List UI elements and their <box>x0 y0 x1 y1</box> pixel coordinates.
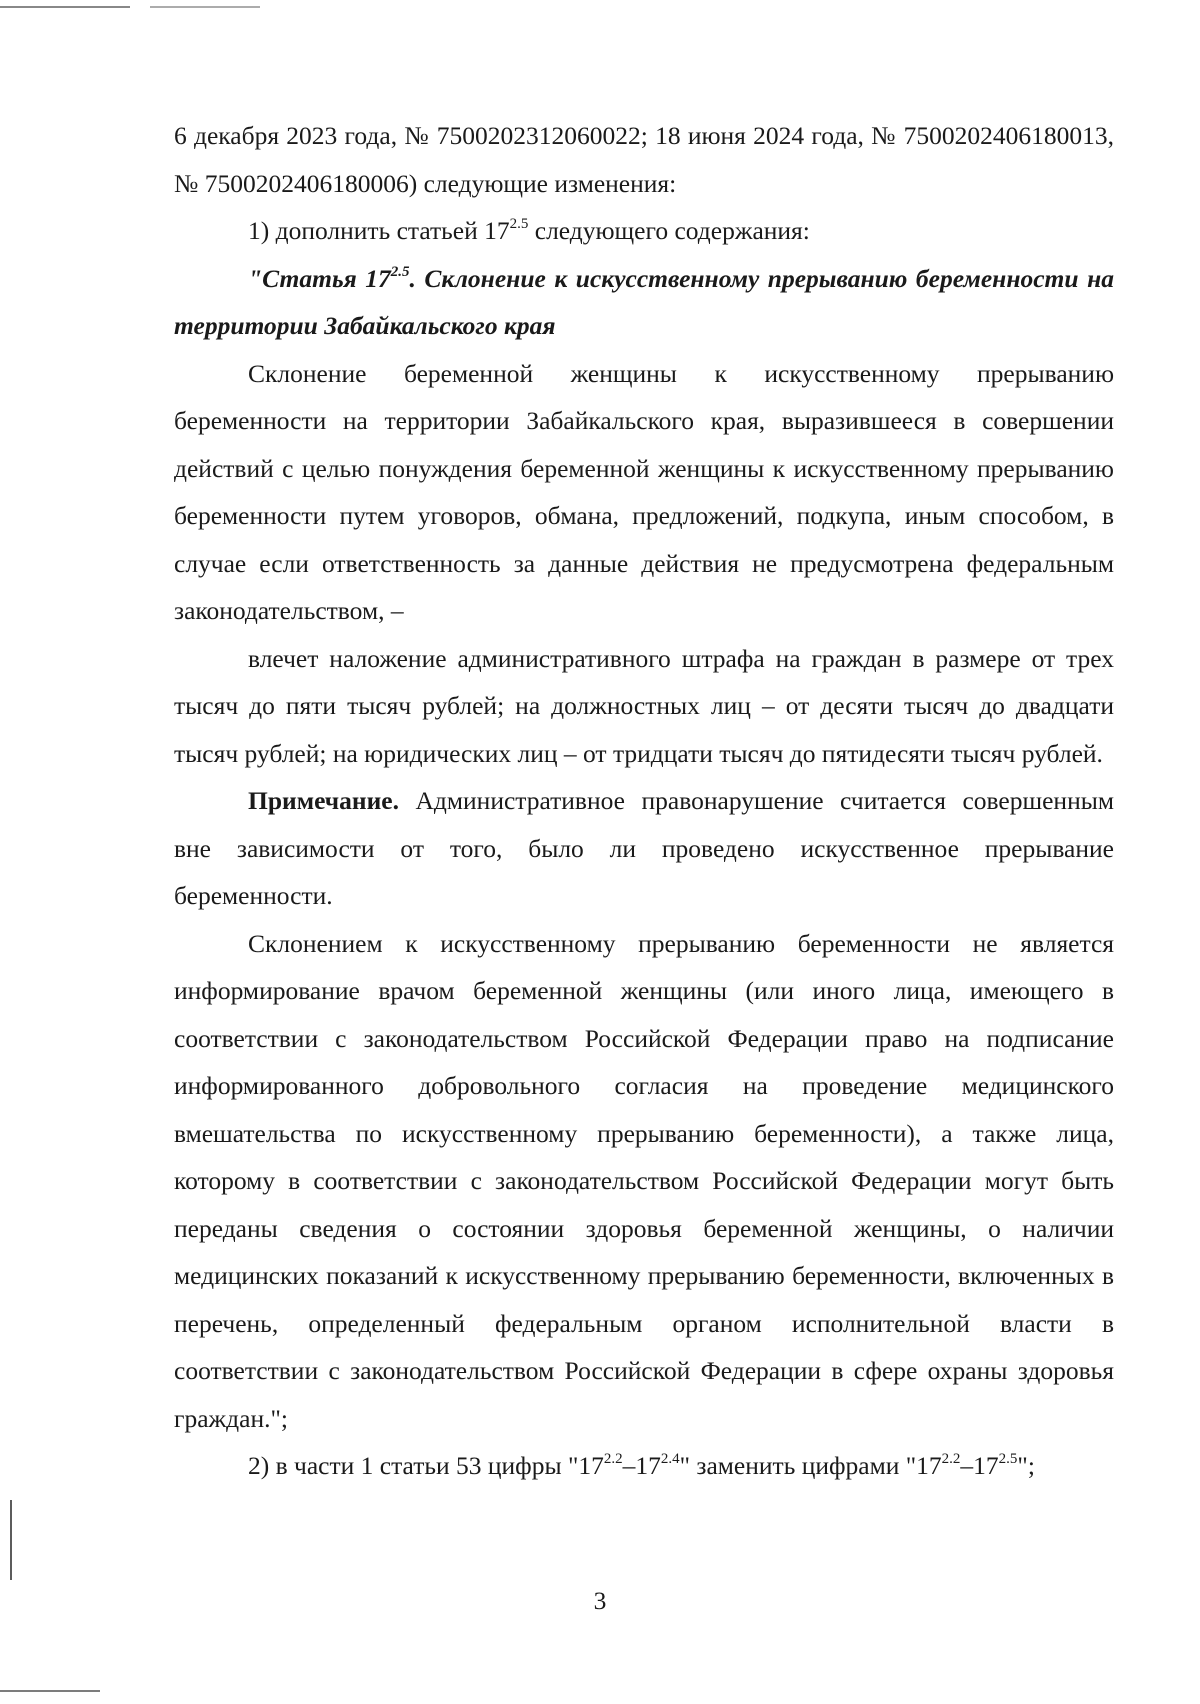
item2-part5: "; <box>1017 1451 1035 1480</box>
scan-artifact-bottom-line <box>0 1690 100 1692</box>
item1-pre: 1) дополнить статьей 17 <box>248 216 510 245</box>
item2-part3: " заменить цифрами "17 <box>679 1451 942 1480</box>
document-body <box>174 112 1114 1490</box>
scan-artifact-left-mark <box>10 1500 12 1580</box>
note-text: Административное правонарушение считается совершенным вне зависимости от того, было ли проведено искусственное прерывание беременности. <box>174 786 1114 910</box>
item1-superscript: 2.5 <box>509 216 529 232</box>
article-title-superscript: 2.5 <box>390 263 410 280</box>
item2-part4: –17 <box>960 1451 999 1480</box>
article-title <box>174 255 1114 350</box>
article-note <box>174 777 1114 920</box>
intro-paragraph: 6 декабря 2023 года, № 7500202312060022; 18 июня 2024 года, № 7500202406180013, № 7500202406180006) следующие изменения: <box>174 121 1114 198</box>
item2-sup2: 2.4 <box>660 1451 680 1467</box>
article-paragraph-exception: Склонением к искусственному прерыванию беременности не является информирование врачом беременной женщины (или иного лица, имеющего в соответствии с законодательством Российской Федерации право на подписание информированного добровольного согласия на проведение медицинского вмешательства по искусственному прерыванию беременности), а также лица, которому в соответствии с законодательством Российской Федерации могут быть переданы сведения о состоянии здоровья беременной женщины, о наличии медицинских показаний к искусственному прерыванию беременности, включенных в перечень, определенный федеральным органом исполнительной власти в соответствии с законодательством Российской Федерации в сфере охраны здоровья граждан."; <box>174 928 1114 1433</box>
item2-sup4: 2.5 <box>998 1451 1018 1467</box>
article-title-post: . Склонение к искусственному прерыванию беременности на территории Забайкальского края <box>174 263 1114 340</box>
item2-sup3: 2.2 <box>941 1451 961 1467</box>
article-paragraph-penalty: влечет наложение административного штрафа на граждан в размере от трех тысяч до пяти тысяч рублей; на должностных лиц – от десяти тысяч до двадцати тысяч рублей; на юридических лиц – от тридцати тысяч до пятидесяти тысяч рублей. <box>174 643 1114 768</box>
note-label: Примечание. <box>248 786 399 815</box>
article-title-pre: "Статья 17 <box>248 263 391 293</box>
amendment-item-1 <box>174 207 1114 255</box>
item2-part2: –17 <box>622 1451 661 1480</box>
item1-post: следующего содержания: <box>528 216 810 245</box>
item2-part1: 2) в части 1 статьи 53 цифры "17 <box>248 1451 604 1480</box>
scan-artifact-top-line <box>0 6 260 8</box>
article-paragraph-offense: Склонение беременной женщины к искусственному прерыванию беременности на территории Забайкальского края, выразившееся в совершении действий с целью понуждения беременной женщины к искусственному прерыванию беременности путем уговоров, обмана, предложений, подкупа, иным способом, в случае если ответственность за данные действия не предусмотрена федеральным законодательством, – <box>174 358 1114 625</box>
item2-sup1: 2.2 <box>603 1451 623 1467</box>
amendment-item-2 <box>174 1442 1114 1490</box>
page-number: 3 <box>593 1586 607 1615</box>
